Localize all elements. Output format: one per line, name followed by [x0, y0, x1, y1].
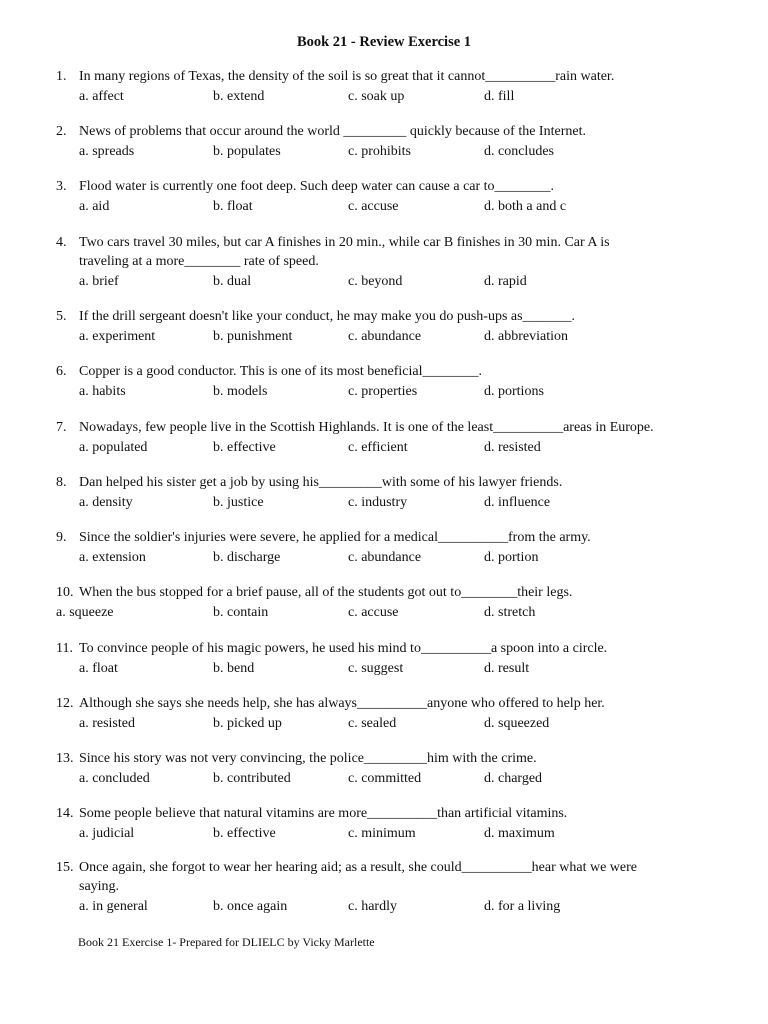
option-d: d. squeezed	[484, 716, 550, 731]
question-text	[79, 583, 572, 602]
question-number: 14.	[56, 806, 74, 821]
question-number: 9.	[56, 530, 67, 545]
option-b: b. dual	[213, 274, 252, 289]
option-c: c. soak up	[348, 89, 405, 104]
answer-options	[56, 714, 696, 733]
option-c: c. industry	[348, 495, 408, 510]
question-8	[56, 473, 696, 512]
option-c: c. prohibits	[348, 144, 411, 159]
option-d: d. portion	[484, 550, 539, 565]
question-12	[56, 694, 696, 733]
option-a: a. habits	[79, 384, 126, 399]
question-line: Some people believe that natural vitamins are more__________than artificial vitamins.	[79, 806, 568, 821]
option-c: c. beyond	[348, 274, 403, 289]
option-c: c. accuse	[348, 199, 399, 214]
option-a: a. density	[79, 495, 133, 510]
question-text	[79, 639, 607, 658]
question-line: Although she says she needs help, she has always__________anyone who offered to help her.	[79, 696, 605, 711]
question-6	[56, 362, 696, 401]
question-number: 13.	[56, 751, 74, 766]
option-d: d. resisted	[484, 440, 541, 455]
option-d: d. result	[484, 661, 530, 676]
question-text	[79, 473, 562, 492]
question-line: News of problems that occur around the world _________ quickly because of the Internet.	[79, 124, 586, 139]
option-d: d. stretch	[484, 605, 536, 620]
option-a: a. squeeze	[56, 605, 114, 620]
answer-options	[56, 603, 696, 622]
option-a: a. concluded	[79, 771, 150, 786]
option-b: b. effective	[213, 440, 276, 455]
question-number: 7.	[56, 420, 67, 435]
answer-options	[56, 438, 696, 457]
question-number: 10.	[56, 585, 74, 600]
question-line: When the bus stopped for a brief pause, all of the students got out to________their legs.	[79, 585, 573, 600]
option-b: b. picked up	[213, 716, 282, 731]
answer-options	[56, 272, 696, 291]
page-footer: Book 21 Exercise 1- Prepared for DLIELC by Vicky Marlette	[78, 935, 375, 949]
option-c: c. sealed	[348, 716, 397, 731]
option-a: a. judicial	[79, 826, 135, 841]
option-c: c. efficient	[348, 440, 408, 455]
page-title: Book 21 - Review Exercise 1	[296, 34, 472, 50]
option-b: b. punishment	[213, 329, 293, 344]
question-7	[56, 418, 696, 457]
question-text	[79, 233, 610, 271]
option-d: d. abbreviation	[484, 329, 568, 344]
question-text	[79, 177, 554, 196]
answer-options	[56, 197, 696, 216]
question-text	[79, 307, 575, 326]
option-b: b. contain	[213, 605, 269, 620]
question-14	[56, 804, 696, 843]
question-line: Once again, she forgot to wear her hearing aid; as a result, she could__________hear what we were	[79, 860, 637, 875]
option-a: a. spreads	[79, 144, 135, 159]
option-b: b. extend	[213, 89, 265, 104]
question-line: Since the soldier's injuries were severe, he applied for a medical__________from the army.	[79, 530, 591, 545]
option-d: d. maximum	[484, 826, 555, 841]
question-number: 1.	[56, 69, 67, 84]
option-b: b. populates	[213, 144, 281, 159]
option-a: a. float	[79, 661, 118, 676]
option-a: a. aid	[79, 199, 110, 214]
option-a: a. affect	[79, 89, 124, 104]
option-b: b. bend	[213, 661, 255, 676]
option-c: c. abundance	[348, 550, 422, 565]
answer-options	[56, 897, 696, 916]
question-number: 6.	[56, 364, 67, 379]
question-text	[79, 804, 567, 823]
question-10	[56, 583, 696, 622]
question-number: 15.	[56, 860, 74, 875]
option-b: b. contributed	[213, 771, 291, 786]
answer-options	[56, 142, 696, 161]
question-5	[56, 307, 696, 346]
question-number: 11.	[56, 641, 73, 656]
question-11	[56, 639, 696, 678]
question-text	[79, 362, 482, 381]
option-a: a. extension	[79, 550, 146, 565]
option-d: d. concludes	[484, 144, 554, 159]
question-text	[79, 418, 654, 437]
question-text	[79, 749, 537, 768]
question-text	[79, 122, 586, 141]
question-text	[79, 528, 591, 547]
option-c: c. minimum	[348, 826, 416, 841]
question-line: saying.	[79, 879, 120, 894]
question-number: 8.	[56, 475, 67, 490]
option-d: d. for a living	[484, 899, 561, 914]
question-line: Dan helped his sister get a job by using his_________with some of his lawyer friends.	[79, 475, 563, 490]
question-2	[56, 122, 696, 161]
question-line: To convince people of his magic powers, he used his mind to__________a spoon into a circle.	[79, 641, 608, 656]
question-number: 12.	[56, 696, 74, 711]
answer-options	[56, 824, 696, 843]
answer-options	[56, 659, 696, 678]
question-15	[56, 858, 696, 916]
option-b: b. discharge	[213, 550, 281, 565]
answer-options	[56, 769, 696, 788]
option-b: b. effective	[213, 826, 276, 841]
option-b: b. once again	[213, 899, 288, 914]
option-d: d. portions	[484, 384, 544, 399]
option-a: a. experiment	[79, 329, 156, 344]
option-d: d. charged	[484, 771, 543, 786]
answer-options	[56, 493, 696, 512]
option-c: c. hardly	[348, 899, 397, 914]
question-line: Nowadays, few people live in the Scottish Highlands. It is one of the least__________areas in Europe.	[79, 420, 654, 435]
option-c: c. suggest	[348, 661, 404, 676]
option-a: a. brief	[79, 274, 119, 289]
option-d: d. both a and c	[484, 199, 567, 214]
question-number: 2.	[56, 124, 67, 139]
option-c: c. committed	[348, 771, 422, 786]
option-c: c. accuse	[348, 605, 399, 620]
question-13	[56, 749, 696, 788]
option-c: c. properties	[348, 384, 418, 399]
question-text	[79, 694, 605, 713]
option-b: b. justice	[213, 495, 264, 510]
question-3	[56, 177, 696, 216]
option-d: d. fill	[484, 89, 515, 104]
option-d: d. influence	[484, 495, 551, 510]
question-text	[79, 858, 637, 896]
question-line: Copper is a good conductor. This is one of its most beneficial________.	[79, 364, 482, 379]
question-1	[56, 67, 696, 106]
question-number: 4.	[56, 235, 67, 250]
question-line: Flood water is currently one foot deep. Such deep water can cause a car to________.	[79, 179, 555, 194]
answer-options	[56, 327, 696, 346]
option-a: a. in general	[79, 899, 148, 914]
option-b: b. models	[213, 384, 268, 399]
question-line: traveling at a more________ rate of speed.	[79, 254, 319, 269]
option-b: b. float	[213, 199, 253, 214]
answer-options	[56, 382, 696, 401]
option-c: c. abundance	[348, 329, 422, 344]
question-number: 5.	[56, 309, 67, 324]
option-a: a. populated	[79, 440, 148, 455]
question-line: Two cars travel 30 miles, but car A finishes in 20 min., while car B finishes in 30 min. Car A is	[79, 235, 610, 250]
question-text	[79, 67, 614, 86]
question-line: If the drill sergeant doesn't like your conduct, he may make you do push-ups as_______.	[79, 309, 576, 324]
answer-options	[56, 87, 696, 106]
question-line: In many regions of Texas, the density of the soil is so great that it cannot__________rain water.	[79, 69, 615, 84]
question-number: 3.	[56, 179, 67, 194]
question-9	[56, 528, 696, 567]
option-a: a. resisted	[79, 716, 135, 731]
question-4	[56, 233, 696, 291]
option-d: d. rapid	[484, 274, 527, 289]
question-line: Since his story was not very convincing, the police_________him with the crime.	[79, 751, 537, 766]
answer-options	[56, 548, 696, 567]
